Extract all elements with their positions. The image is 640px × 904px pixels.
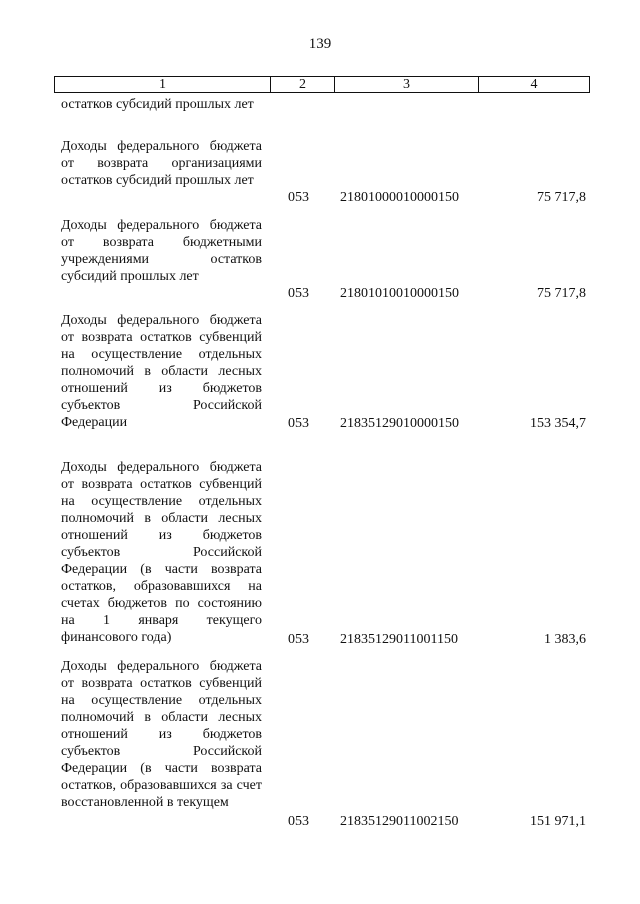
row-4-description: Доходы федерального бюджета от возврата остатков субвенций на осуществление отдельных полномочий в области лесных отношений из бюджетов субъектов Российской Федерации (в части возврата остатков, образовавшихся на счетах бюджетов по состоянию на 1 января текущего финансового года) bbox=[61, 460, 262, 645]
row-5-amount: 151 971,1 bbox=[530, 814, 586, 829]
header-col-4: 4 bbox=[530, 77, 538, 92]
row-2-admin-code: 053 bbox=[288, 286, 309, 301]
row-3-admin-code: 053 bbox=[288, 416, 309, 431]
continuation-text: остатков субсидий прошлых лет bbox=[61, 97, 254, 112]
table-header bbox=[54, 76, 590, 93]
header-col-3: 3 bbox=[335, 77, 479, 92]
row-5-description: Доходы федерального бюджета от возврата остатков субвенций на осуществление отдельных полномочий в области лесных отношений из бюджетов субъектов Российской Федерации (в части возврата остатков, образовавшихся за счет восстановленной в текущем bbox=[61, 659, 262, 810]
row-4-admin-code: 053 bbox=[288, 632, 309, 647]
header-col-1: 1 bbox=[55, 77, 271, 92]
row-2-budget-code: 21801010010000150 bbox=[340, 286, 459, 301]
row-1-description: Доходы федерального бюджета от возврата организациями остатков субсидий прошлых лет bbox=[61, 139, 262, 188]
row-1-budget-code: 21801000010000150 bbox=[340, 190, 459, 205]
row-5-budget-code: 21835129011002150 bbox=[340, 814, 459, 829]
row-3-description: Доходы федерального бюджета от возврата остатков субвенций на осуществление отдельных полномочий в области лесных отношений из бюджетов субъектов Российской Федерации bbox=[61, 313, 262, 430]
row-2-amount: 75 717,8 bbox=[537, 286, 586, 301]
header-col-2: 2 bbox=[271, 77, 335, 92]
row-5-admin-code: 053 bbox=[288, 814, 309, 829]
row-4-amount: 1 383,6 bbox=[544, 632, 586, 647]
row-1-amount: 75 717,8 bbox=[537, 190, 586, 205]
row-2-description: Доходы федерального бюджета от возврата бюджетными учреждениями остатков субсидий прошлых лет bbox=[61, 218, 262, 284]
row-3-amount: 153 354,7 bbox=[530, 416, 586, 431]
row-4-budget-code: 21835129011001150 bbox=[340, 632, 458, 647]
page-number: 139 bbox=[308, 36, 332, 52]
row-1-admin-code: 053 bbox=[288, 190, 309, 205]
row-3-budget-code: 21835129010000150 bbox=[340, 416, 459, 431]
